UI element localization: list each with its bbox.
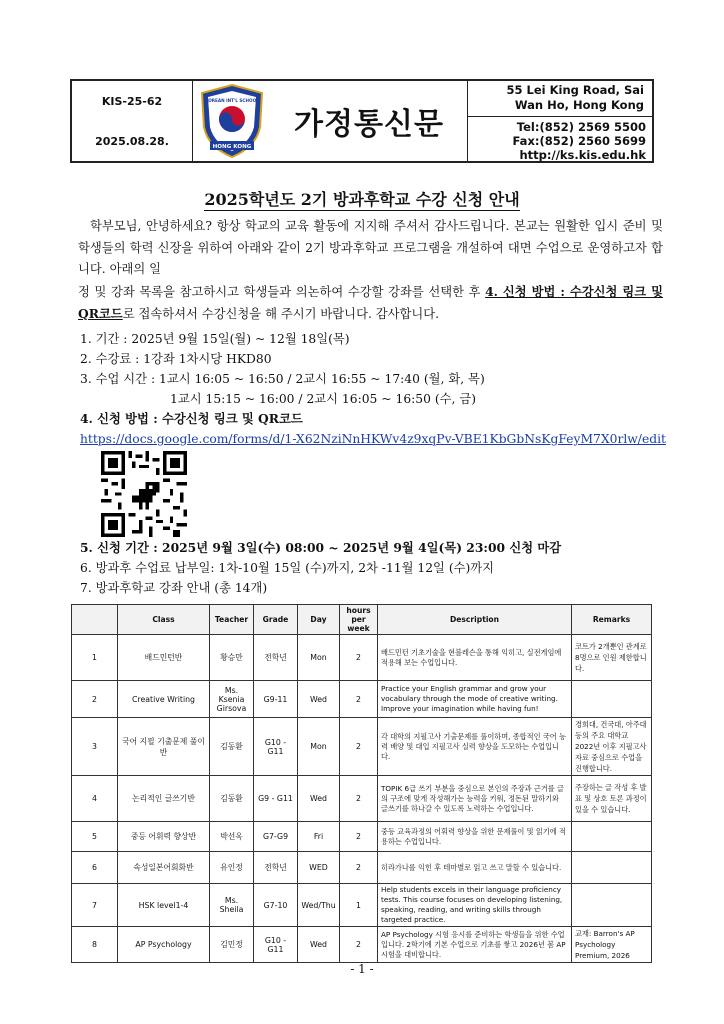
cell-teacher: 유인정 (210, 852, 254, 884)
info-list-bottom (80, 538, 660, 598)
cell-class: 속성일본어회화반 (118, 852, 210, 884)
header-remarks: Remarks (572, 605, 652, 635)
item-method: 4. 신청 방법 : 수강신청 링크 및 QR코드 (80, 411, 303, 426)
cell-remarks: 코트가 2개뿐인 관계로 8명으로 인원 제한합니다. (572, 635, 652, 681)
cell-day: Wed (298, 927, 340, 963)
cell-description: Help students excels in their language proficiency tests. This course focuses on developing listening, speaking, reading, and writing skills through targeted practice. (378, 884, 572, 927)
cell-hours: 2 (340, 718, 378, 776)
cell-description: 각 대학의 지필고사 기출문제를 풀이하며, 종합적인 국어 능력 배양 및 대입 지필고사 실력 향상을 도모하는 수업입니다. (378, 718, 572, 776)
letter-title: 가정통신문 (294, 107, 444, 142)
cell-grade: G7-10 (254, 884, 298, 927)
intro-p2-emphasis: 4. 신청 방법 : 수강신청 링크 및 QR코드 (78, 283, 663, 321)
cell-teacher: 박선옥 (210, 822, 254, 852)
item-time-1: 3. 수업 시간 : 1교시 16:05 ~ 16:50 / 2교시 16:55 ~ 17:40 (월, 화, 목) (80, 372, 485, 386)
cell-teacher: Ms. Sheila (210, 884, 254, 927)
cell-day: Wed (298, 776, 340, 822)
cell-remarks (572, 822, 652, 852)
intro-paragraph-2 (78, 281, 663, 326)
cell-hours: 2 (340, 852, 378, 884)
item-apply-period: 5. 신청 기간 : 2025년 9월 3일(수) 08:00 ~ 2025년 9월 4일(목) 23:00 신청 마감 (80, 540, 562, 555)
doc-date: 2025.08.28. (95, 134, 169, 148)
cell-teacher: 김동환 (210, 776, 254, 822)
cell-hours: 2 (340, 681, 378, 718)
cell-remarks: 주장하는 글 작성 후 발표 및 상호 토론 과정이 있을 수 있습니다. (572, 776, 652, 822)
address-line-1: 55 Lei King Road, Sai (506, 83, 644, 97)
page-number: - 1 - (350, 962, 374, 976)
cell-description: AP Psychology 시험 응시를 준비하는 학생들을 위한 수업입니다. 2학기에 기본 수업으로 기초를 쌓고 2026년 봄 AP 시험을 대비합니다. (378, 927, 572, 963)
cell-hours: 2 (340, 822, 378, 852)
intro-p2-c: 로 접속하셔서 수강신청을 해 주시기 바랍니다. 감사합니다. (122, 307, 440, 321)
website[interactable]: http://ks.kis.edu.hk (519, 148, 646, 162)
cell-remarks: 교재: Barron's AP Psychology Premium, 2026 (572, 927, 652, 963)
cell-no: 8 (72, 927, 118, 963)
header-day: Day (298, 605, 340, 635)
cell-class: 중등 어휘력 향상반 (118, 822, 210, 852)
cell-day: Fri (298, 822, 340, 852)
address-line-2: Wan Ho, Hong Kong (514, 98, 644, 112)
cell-no: 2 (72, 681, 118, 718)
table-row (72, 718, 652, 776)
cell-grade: G9 - G11 (254, 776, 298, 822)
letterhead (70, 79, 654, 163)
cell-no: 6 (72, 852, 118, 884)
cell-hours: 2 (340, 635, 378, 681)
cell-grade: G7-G9 (254, 822, 298, 852)
cell-remarks (572, 884, 652, 927)
header-hours: hours per week (340, 605, 378, 635)
cell-grade: G10 - G11 (254, 718, 298, 776)
info-list-top (80, 329, 666, 449)
header-grade: Grade (254, 605, 298, 635)
cell-day: Mon (298, 718, 340, 776)
cell-teacher: 김민정 (210, 927, 254, 963)
cell-teacher: 황승만 (210, 635, 254, 681)
cell-grade: G10 - G11 (254, 927, 298, 963)
document-title-text: 2025학년도 2기 방과후학교 수강 신청 안내 (204, 190, 520, 209)
cell-class: HSK level1-4 (118, 884, 210, 927)
qr-code-icon[interactable] (101, 451, 187, 537)
cell-class: Creative Writing (118, 681, 210, 718)
cell-day: WED (298, 852, 340, 884)
cell-day: Mon (298, 635, 340, 681)
cell-remarks (572, 852, 652, 884)
table-row (72, 681, 652, 718)
cell-no: 4 (72, 776, 118, 822)
document-title (0, 187, 724, 210)
cell-description: TOPIK 6급 쓰기 부분을 중심으로 본인의 주장과 근거를 글의 구조에 맞게 작성해가는 능력을 키워, 정돈된 말하기와 글쓰기를 하나갈 수 있도록 노력하는 수업입니다. (378, 776, 572, 822)
cell-no: 3 (72, 718, 118, 776)
cell-description: 히라가나를 익힌 후 테마별로 읽고 쓰고 말할 수 있습니다. (378, 852, 572, 884)
intro-paragraph-1: 학부모님, 안녕하세요? 항상 학교의 교육 활동에 지지해 주셔서 감사드립니다. 본교는 원활한 입시 준비 및 학생들의 학력 신장을 위하여 아래와 같이 2기 방과후학교 프로그램을 개설하여 대면 수업으로 운영하고자 합니다. 아래의 일 (78, 219, 663, 276)
header-no (72, 605, 118, 635)
cell-grade: 전학년 (254, 852, 298, 884)
item-course-info: 7. 방과후학교 강좌 안내 (총 14개) (80, 581, 268, 595)
signup-link[interactable]: https://docs.google.com/forms/d/1-X62NziNnHKWv4z9xqPv-VBE1KbGbNsKgFeyM7X0rlw/edit (80, 432, 666, 446)
school-contact (467, 81, 652, 161)
header-description: Description (378, 605, 572, 635)
cell-remarks: 경희대, 건국대, 아주대 등의 주요 대학교 2022년 이후 지필고사 자료 중심으로 수업을 진행합니다. (572, 718, 652, 776)
table-row (72, 884, 652, 927)
cell-grade: 전학년 (254, 635, 298, 681)
school-crest-icon (198, 83, 266, 159)
cell-class: 논리적인 글쓰기반 (118, 776, 210, 822)
cell-class: AP Psychology (118, 927, 210, 963)
item-time-2: 1교시 15:15 ~ 16:00 / 2교시 16:05 ~ 16:50 (수, 금) (170, 392, 477, 406)
table-row (72, 852, 652, 884)
cell-day: Wed/Thu (298, 884, 340, 927)
cell-no: 7 (72, 884, 118, 927)
cell-description: 중등 교육과정의 어휘력 향상을 위한 문제풀이 및 읽기에 적용하는 수업입니다. (378, 822, 572, 852)
contact-info (474, 117, 646, 162)
header-class: Class (118, 605, 210, 635)
cell-hours: 2 (340, 776, 378, 822)
cell-remarks (572, 681, 652, 718)
cell-description: 배드민턴 기초기술을 현블레슨을 통해 익히고, 실전게임에 적용해 보는 수업입니다. (378, 635, 572, 681)
doc-code: KIS-25-62 (101, 94, 163, 108)
intro-text (78, 216, 663, 326)
intro-p2-a: 정 및 강좌 목록을 참고하시고 학생들과 의논하여 수강할 강좌를 선택한 후 (78, 284, 486, 299)
header-teacher: Teacher (210, 605, 254, 635)
cell-grade: G9-11 (254, 681, 298, 718)
item-fee: 2. 수강료 : 1강좌 1차시당 HKD80 (80, 352, 272, 366)
school-logo (193, 81, 271, 161)
table-row (72, 635, 652, 681)
svg-text:KOREAN INT'L SCHOOL: KOREAN INT'L SCHOOL (205, 98, 259, 103)
cell-no: 5 (72, 822, 118, 852)
cell-hours: 2 (340, 927, 378, 963)
cell-description: Practice your English grammar and grow your vocabulary through the mode of creative writing. Improve your imagination while having fun! (378, 681, 572, 718)
table-row (72, 776, 652, 822)
cell-class: 국어 지필 기출문제 풀이반 (118, 718, 210, 776)
svg-text:HONG KONG: HONG KONG (212, 144, 252, 150)
table-row (72, 927, 652, 963)
doc-meta (72, 81, 193, 161)
school-address (468, 83, 652, 117)
cell-teacher: 김동환 (210, 718, 254, 776)
cell-no: 1 (72, 635, 118, 681)
cell-day: Wed (298, 681, 340, 718)
cell-teacher: Ms. Ksenia Girsova (210, 681, 254, 718)
cell-class: 배드민턴반 (118, 635, 210, 681)
course-table (71, 604, 652, 963)
fax: Fax:(852) 2560 5699 (512, 134, 646, 148)
cell-hours: 1 (340, 884, 378, 927)
table-row (72, 822, 652, 852)
item-period: 1. 기간 : 2025년 9월 15일(월) ~ 12월 18일(목) (80, 332, 350, 346)
table-header-row (72, 605, 652, 635)
item-payment: 6. 방과후 수업료 납부일: 1차-10월 15일 (수)까지, 2차 -11월 12일 (수)까지 (80, 561, 495, 575)
tel: Tel:(852) 2569 5500 (516, 120, 646, 134)
